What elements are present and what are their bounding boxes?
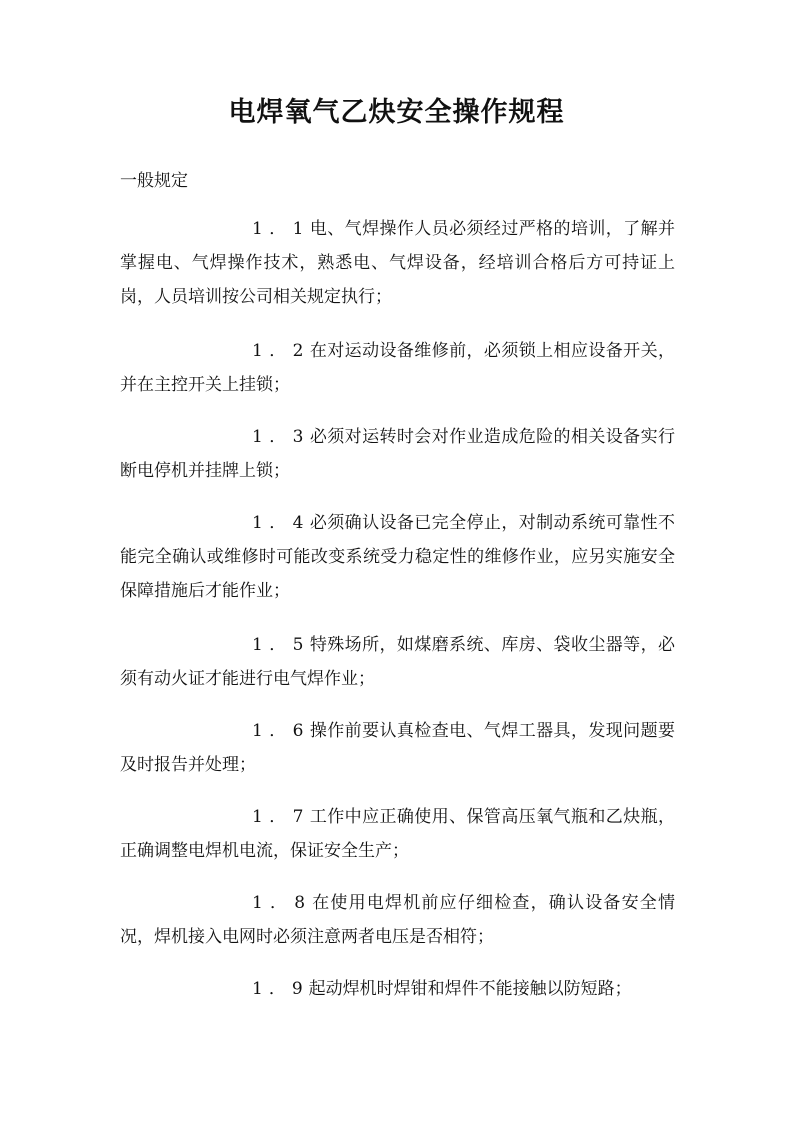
section-heading: 一般规定 [120,171,188,191]
clause-1-7 [120,800,675,868]
clause-number: 1．2 [252,341,310,361]
clause-1-9 [120,972,675,1006]
clause-text: 操作前要认真检查电、气焊工器具，发现问题要及时报告并处理； [120,721,675,775]
clause-1-5 [120,628,675,696]
clause-text: 特殊场所，如煤磨系统、库房、袋收尘器等，必须有动火证才能进行电气焊作业； [120,635,675,689]
clause-text: 必须对运转时会对作业造成危险的相关设备实行断电停机并挂牌上锁； [120,427,675,481]
clause-number: 1．6 [252,721,310,741]
clause-number: 1．3 [252,427,310,447]
clause-number: 1．5 [252,635,310,655]
clause-text: 工作中应正确使用、保管高压氧气瓶和乙炔瓶，正确调整电焊机电流，保证安全生产； [120,807,675,861]
clause-1-6 [120,714,675,782]
clause-1-1 [120,212,675,314]
clause-number: 1．8 [252,893,312,913]
clause-number: 1．1 [252,219,310,239]
document-title: 电焊氧气乙炔安全操作规程 [228,97,565,128]
clause-1-8 [120,886,675,954]
clause-text: 在对运动设备维修前，必须锁上相应设备开关，并在主控开关上挂锁； [120,341,675,395]
clause-text: 起动焊机时焊钳和焊件不能接触以防短路； [308,979,632,999]
clause-text: 在使用电焊机前应仔细检查，确认设备安全情况，焊机接入电网时必须注意两者电压是否相符； [120,893,675,947]
clause-text: 电、气焊操作人员必须经过严格的培训，了解并掌握电、气焊操作技术，熟悉电、气焊设备，经培训合格后方可持证上岗，人员培训按公司相关规定执行； [120,219,675,307]
clause-number: 1．7 [252,807,310,827]
clause-1-2 [120,334,675,402]
clause-text: 必须确认设备已完全停止，对制动系统可靠性不能完全确认或维修时可能改变系统受力稳定性的维修作业，应另实施安全保障措施后才能作业； [120,513,675,601]
clause-number: 1．4 [252,513,310,533]
clause-1-4 [120,506,675,608]
clause-number: 1．9 [252,979,309,999]
clause-1-3 [120,420,675,488]
